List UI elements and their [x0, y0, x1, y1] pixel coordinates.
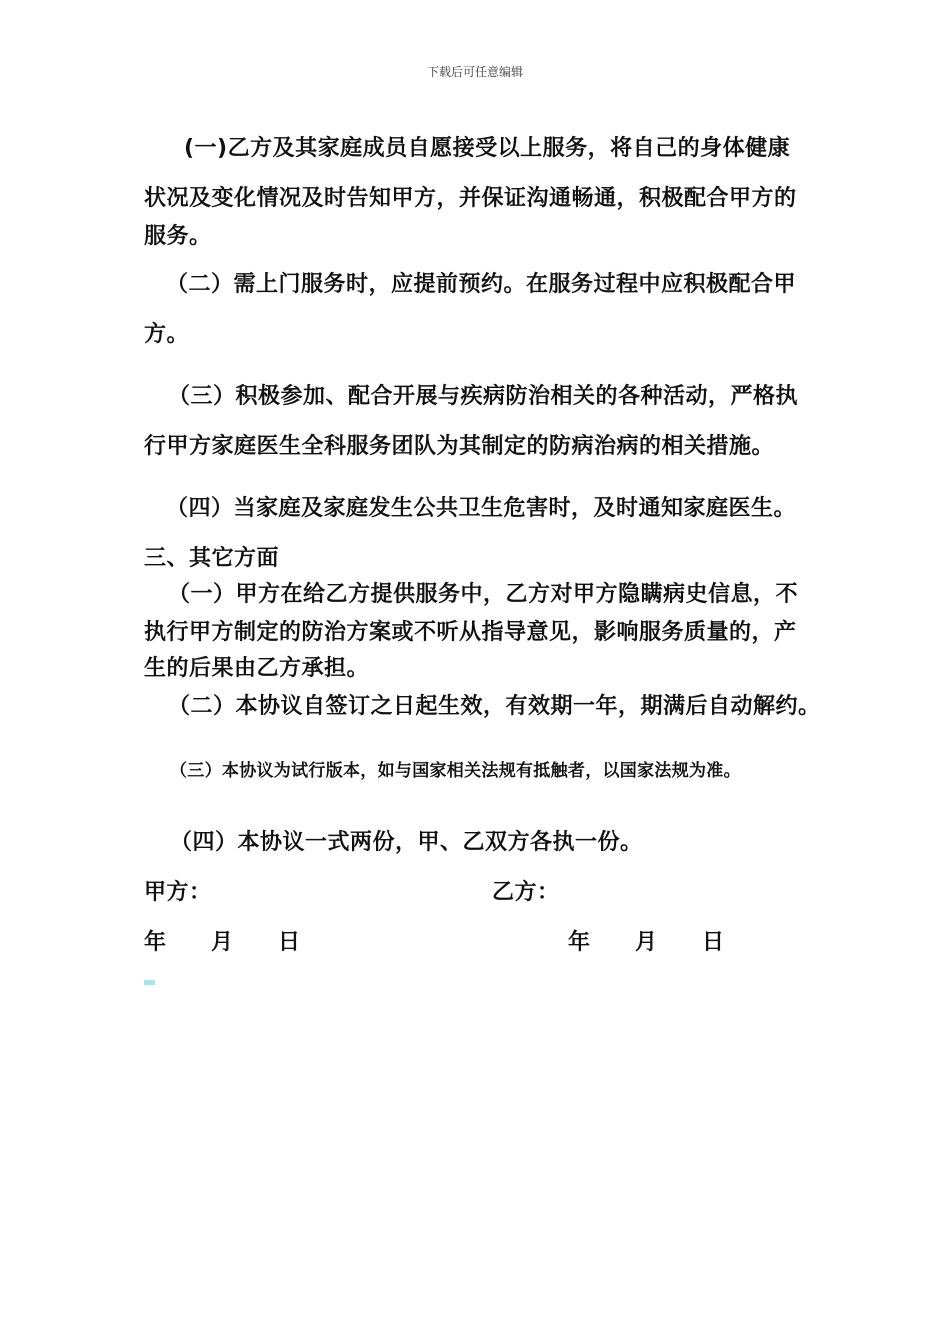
party-b-date-month: 月: [635, 930, 658, 955]
party-b-label: 乙方：: [492, 880, 560, 905]
obligation-1-line-1: (一)乙方及其家庭成员自愿接受以上服务，将自己的身体健康: [184, 136, 791, 161]
section-3-heading: 三、其它方面: [144, 546, 280, 571]
obligation-1-line-2: 状况及变化情况及时告知甲方，并保证沟通畅通，积极配合甲方的: [144, 186, 797, 211]
other-1-line-1: （一）甲方在给乙方提供服务中，乙方对甲方隐瞒病史信息，不: [168, 582, 799, 607]
obligation-2-line-1: （二）需上门服务时，应提前预约。在服务过程中应积极配合甲: [166, 272, 797, 297]
party-a-date-month: 月: [211, 930, 234, 955]
party-b-date-day: 日: [702, 930, 725, 955]
obligation-3-line-2: 行甲方家庭医生全科服务团队为其制定的防病治病的相关措施。: [144, 434, 775, 459]
other-1-line-2: 执行甲方制定的防治方案或不听从指导意见，影响服务质量的，产: [144, 620, 797, 645]
obligation-4-line-1: （四）当家庭及家庭发生公共卫生危害时，及时通知家庭医生。: [166, 496, 797, 521]
obligation-3-line-1: （三）积极参加、配合开展与疾病防治相关的各种活动，严格执: [168, 384, 799, 409]
other-2-line-1: （二）本协议自签订之日起生效，有效期一年，期满后自动解约。: [168, 694, 821, 719]
header-note: 下载后可任意编辑: [426, 65, 523, 79]
other-3-line-1: （三）本协议为试行版本，如与国家相关法规有抵触者，以国家法规为准。: [170, 761, 741, 781]
party-a-label: 甲方：: [144, 880, 212, 905]
party-a-date-day: 日: [278, 930, 301, 955]
other-4-line-1: （四）本协议一式两份，甲、乙双方各执一份。: [170, 830, 643, 855]
party-a-date-year: 年: [144, 930, 167, 955]
text-cursor-mark: [144, 980, 155, 985]
obligation-2-line-2: 方。: [144, 322, 190, 347]
party-b-date-year: 年: [568, 930, 591, 955]
other-1-line-3: 生的后果由乙方承担。: [144, 656, 370, 681]
obligation-1-line-3: 服务。: [144, 224, 212, 249]
